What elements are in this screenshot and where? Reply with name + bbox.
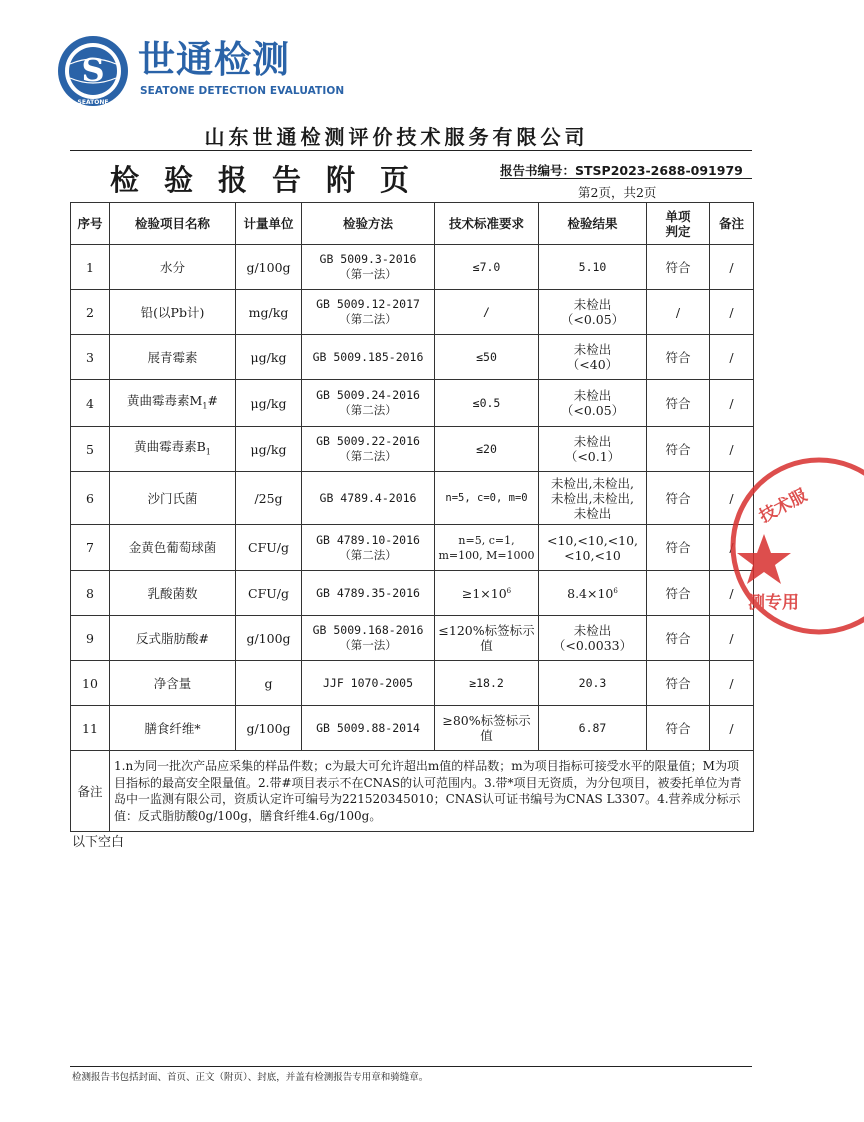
- table-row: [71, 571, 754, 616]
- cell-unit: CFU/g: [236, 571, 302, 616]
- cell-requirement: ≤7.0: [435, 245, 539, 290]
- cell-result: [539, 525, 647, 571]
- cell-item: 铅(以Pb计): [110, 290, 236, 335]
- cell-remark: /: [710, 525, 754, 571]
- cell-verdict: 符合: [647, 427, 710, 472]
- cell-remark: /: [710, 290, 754, 335]
- table-row: [71, 427, 754, 472]
- cell-method: GB 5009.88-2014: [302, 706, 435, 751]
- method-line: GB 5009.168-2016: [312, 623, 424, 637]
- cell-unit: CFU/g: [236, 525, 302, 571]
- item-subscript: 1: [202, 401, 208, 411]
- col-header-unit: 计量单位: [236, 203, 302, 245]
- item-name: 黄曲霉毒素M: [127, 392, 203, 408]
- brand-name-cn: 世通检测: [138, 38, 290, 81]
- cell-method: [302, 616, 435, 661]
- cell-no: 5: [71, 427, 110, 472]
- method-line: （第二法）: [339, 449, 397, 463]
- result-line: （<40）: [566, 357, 619, 372]
- cell-item: [110, 427, 236, 472]
- cell-requirement: ≤0.5: [435, 380, 539, 427]
- table-row: [71, 616, 754, 661]
- cell-item: 膳食纤维*: [110, 706, 236, 751]
- table-row: [71, 706, 754, 751]
- notes-row: [71, 751, 754, 832]
- cell-no: 10: [71, 661, 110, 706]
- cell-requirement: /: [435, 290, 539, 335]
- result-line: 未检出: [573, 623, 612, 638]
- cell-no: 11: [71, 706, 110, 751]
- cell-unit: g/100g: [236, 616, 302, 661]
- seal-bottom-text: 测专用: [748, 593, 799, 613]
- inspection-seal-stamp: [724, 446, 864, 646]
- footer-divider: [70, 1066, 752, 1067]
- cell-result: [539, 380, 647, 427]
- col-header-method: 检验方法: [302, 203, 435, 245]
- cell-method: [302, 290, 435, 335]
- seal-top-text: 技术服: [756, 485, 811, 528]
- col-header-result: 检验结果: [539, 203, 647, 245]
- cell-verdict: 符合: [647, 571, 710, 616]
- result-line: 未检出,未检出,: [551, 475, 634, 491]
- result-exponent: 6: [613, 587, 618, 596]
- cell-item: 反式脂肪酸#: [110, 616, 236, 661]
- table-row: [71, 380, 754, 427]
- requirement-line: 值: [480, 638, 493, 653]
- result-line: （<0.0033）: [552, 638, 633, 653]
- cell-result: [539, 571, 647, 616]
- cell-no: 8: [71, 571, 110, 616]
- cell-requirement: [435, 706, 539, 751]
- cell-requirement: [435, 616, 539, 661]
- method-line: GB 5009.3-2016: [319, 252, 417, 266]
- cell-verdict: 符合: [647, 380, 710, 427]
- table-row: [71, 245, 754, 290]
- cell-result: 20.3: [539, 661, 647, 706]
- cell-method: GB 5009.185-2016: [302, 335, 435, 380]
- cell-item: 展青霉素: [110, 335, 236, 380]
- cell-result: [539, 472, 647, 525]
- seatone-logo-icon: [56, 34, 130, 108]
- report-number: 报告书编号：STSP2023-2688-091979: [500, 163, 743, 178]
- table-row: [71, 525, 754, 571]
- cell-method: [302, 245, 435, 290]
- cell-no: 7: [71, 525, 110, 571]
- cell-remark: /: [710, 427, 754, 472]
- cell-item: 金黄色葡萄球菌: [110, 525, 236, 571]
- method-line: GB 4789.10-2016: [316, 532, 420, 547]
- cell-result: [539, 335, 647, 380]
- page-number: 第2页，共2页: [578, 185, 657, 200]
- result-line: （<0.1）: [564, 449, 621, 464]
- table-row: [71, 472, 754, 525]
- cell-remark: /: [710, 380, 754, 427]
- result-line: 未检出: [573, 505, 612, 521]
- table-row: [71, 661, 754, 706]
- cell-no: 4: [71, 380, 110, 427]
- cell-item: 净含量: [110, 661, 236, 706]
- cell-verdict: 符合: [647, 472, 710, 525]
- cell-requirement: ≥18.2: [435, 661, 539, 706]
- requirement-line: 值: [480, 728, 493, 743]
- cell-unit: μg/kg: [236, 380, 302, 427]
- method-line: （第一法）: [339, 267, 397, 281]
- cell-method: [302, 427, 435, 472]
- cell-remark: /: [710, 706, 754, 751]
- requirement-line: ≥80%标签标示: [442, 713, 531, 728]
- method-line: （第二法）: [339, 547, 397, 562]
- cell-remark: /: [710, 661, 754, 706]
- cell-item: [110, 380, 236, 427]
- col-header-item: 检验项目名称: [110, 203, 236, 245]
- result-line: 未检出: [573, 388, 612, 403]
- cell-result: [539, 616, 647, 661]
- result-line: 未检出: [573, 434, 612, 449]
- cell-unit: μg/kg: [236, 427, 302, 472]
- cell-result: [539, 427, 647, 472]
- cell-no: 1: [71, 245, 110, 290]
- item-name: 黄曲霉毒素B: [134, 438, 206, 454]
- result-line: （<0.05）: [560, 312, 625, 327]
- cell-result: 6.87: [539, 706, 647, 751]
- cell-method: GB 4789.35-2016: [302, 571, 435, 616]
- method-line: （第一法）: [339, 638, 397, 652]
- requirement-line: m=100, M=1000: [438, 548, 535, 562]
- cell-unit: g/100g: [236, 245, 302, 290]
- cell-unit: mg/kg: [236, 290, 302, 335]
- cell-verdict: 符合: [647, 706, 710, 751]
- result-line: <10,<10,<10,: [546, 532, 639, 548]
- result-table: [70, 202, 754, 832]
- cell-remark: /: [710, 335, 754, 380]
- table-row: [71, 290, 754, 335]
- cell-verdict: 符合: [647, 525, 710, 571]
- method-line: GB 5009.24-2016: [316, 388, 420, 402]
- cell-requirement: n=5, c=0, m=0: [435, 472, 539, 525]
- method-line: GB 5009.22-2016: [316, 434, 420, 448]
- result-value: 8.4×10: [567, 586, 614, 602]
- cell-no: 6: [71, 472, 110, 525]
- cell-remark: /: [710, 472, 754, 525]
- brand-name-en: SEATONE DETECTION EVALUATION: [140, 85, 345, 97]
- cell-verdict: 符合: [647, 245, 710, 290]
- cell-item: 沙门氏菌: [110, 472, 236, 525]
- notes-label: 备注: [71, 751, 110, 832]
- cell-method: GB 4789.4-2016: [302, 472, 435, 525]
- cell-remark: /: [710, 571, 754, 616]
- notes-text: 1.n为同一批次产品应采集的样品件数；c为最大可允许超出m值的样品数；m为项目指标可接受水平的限量值；M为项目指标的最高安全限量值。2.带#项目表示不在CNAS的认可范围内。3.带*项目无资质，为分包项目，被委托单位为青岛中一监测有限公司，资质认定许可编号为221520345010；CNAS认可证书编号为CNAS L3307。4.营养成分标示值：反式脂肪酸0g/100g，膳食纤维4.6g/100g。: [110, 751, 754, 832]
- item-suffix: #: [207, 392, 218, 408]
- method-line: GB 5009.12-2017: [316, 297, 420, 311]
- col-header-remark: 备注: [710, 203, 754, 245]
- result-line: 未检出: [573, 342, 612, 357]
- cell-result: 5.10: [539, 245, 647, 290]
- cell-unit: μg/kg: [236, 335, 302, 380]
- cell-remark: /: [710, 616, 754, 661]
- cell-item: 水分: [110, 245, 236, 290]
- page-title: 检验报告附页: [110, 163, 435, 197]
- blank-below-note: 以下空白: [72, 835, 125, 850]
- col-header-no: 序号: [71, 203, 110, 245]
- result-line: 未检出: [573, 297, 612, 312]
- cell-verdict: 符合: [647, 335, 710, 380]
- cell-verdict: 符合: [647, 661, 710, 706]
- result-line: （<0.05）: [560, 403, 625, 418]
- footer-note: 检测报告书包括封面、首页、正文（附页）、封底，并盖有检测报告专用章和骑缝章。: [72, 1072, 429, 1083]
- cell-method: [302, 525, 435, 571]
- col-header-requirement: 技术标准要求: [435, 203, 539, 245]
- report-number-underline: [500, 178, 752, 179]
- company-name: 山东世通检测评价技术服务有限公司: [204, 125, 589, 149]
- header-divider: [70, 150, 752, 151]
- cell-unit: /25g: [236, 472, 302, 525]
- result-line: 未检出,未检出,: [551, 490, 634, 506]
- logo-ring-text: SEATONE: [77, 99, 109, 106]
- requirement-line: ≤120%标签标示: [438, 623, 535, 638]
- cell-item: 乳酸菌数: [110, 571, 236, 616]
- table-header-row: [71, 203, 754, 245]
- method-line: （第二法）: [339, 312, 397, 326]
- cell-method: [302, 380, 435, 427]
- requirement-value: ≥1×10: [461, 586, 507, 602]
- cell-no: 2: [71, 290, 110, 335]
- cell-no: 9: [71, 616, 110, 661]
- cell-verdict: 符合: [647, 616, 710, 661]
- cell-requirement: ≤20: [435, 427, 539, 472]
- requirement-line: n=5, c=1,: [458, 533, 515, 547]
- result-line: <10,<10: [564, 547, 621, 563]
- cell-result: [539, 290, 647, 335]
- cell-requirement: [435, 571, 539, 616]
- cell-method: JJF 1070-2005: [302, 661, 435, 706]
- cell-unit: g: [236, 661, 302, 706]
- item-subscript: 1: [205, 447, 211, 457]
- cell-requirement: [435, 525, 539, 571]
- method-line: （第二法）: [339, 403, 397, 417]
- cell-requirement: ≤50: [435, 335, 539, 380]
- logo-letter: S: [81, 51, 105, 89]
- requirement-exponent: 6: [506, 587, 512, 596]
- cell-remark: /: [710, 245, 754, 290]
- col-header-verdict: 单项 判定: [647, 203, 710, 245]
- cell-no: 3: [71, 335, 110, 380]
- table-row: [71, 335, 754, 380]
- cell-unit: g/100g: [236, 706, 302, 751]
- cell-verdict: /: [647, 290, 710, 335]
